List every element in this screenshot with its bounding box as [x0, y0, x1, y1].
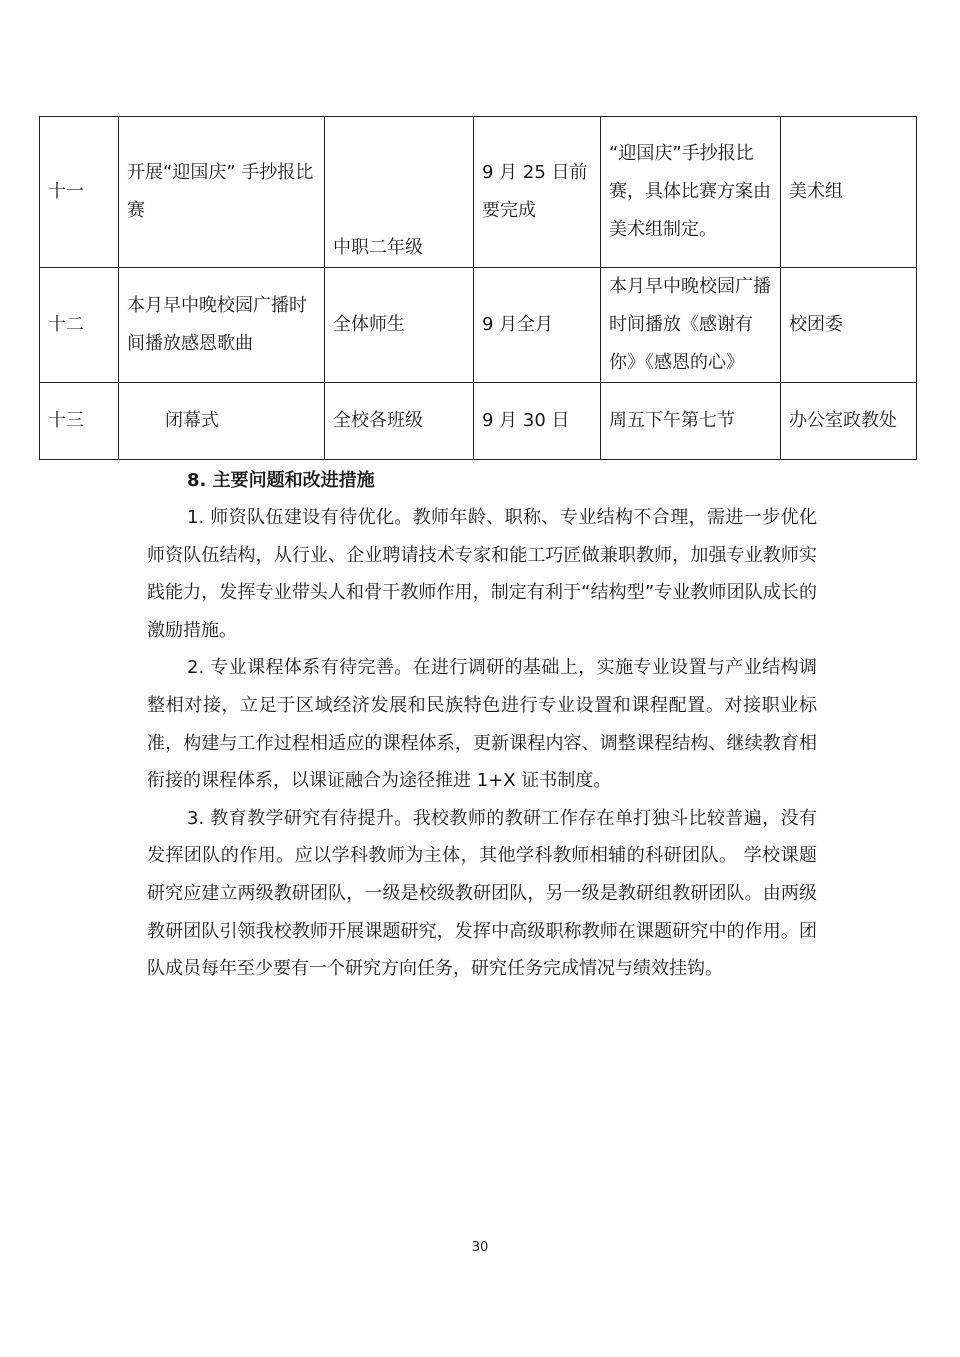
main-content [147, 462, 817, 988]
page-number: 30 [471, 1240, 489, 1255]
activity-target: 全校各班级 [325, 383, 474, 460]
activity-content: 周五下午第七节 [601, 383, 781, 460]
paragraph: 1. 师资队伍建设有待优化。教师年龄、职称、专业结构不合理，需进一步优化师资队伍结构，从行业、企业聘请技术专家和能工巧匠做兼职教师，加强专业教师实践能力，发挥专业带头人和骨干教师作用，制定有利于“结构型”专业教师团队成长的激励措施。 [147, 507, 817, 641]
table-row [40, 117, 917, 268]
activity-content: “迎国庆”手抄报比赛，具体比赛方案由美术组制定。 [601, 117, 781, 268]
row-number: 十三 [40, 383, 119, 460]
activity-item: 开展“迎国庆” 手抄报比赛 [119, 117, 325, 268]
activity-content: 本月早中晚校园广播时间播放《感谢有你》《感恩的心》 [601, 268, 781, 383]
activity-item: 本月早中晚校园广播时间播放感恩歌曲 [119, 268, 325, 383]
activity-time: 9 月 30 日 [474, 383, 601, 460]
table-row [40, 383, 917, 460]
row-number: 十一 [40, 117, 119, 268]
responsible-dept: 校团委 [781, 268, 917, 383]
activity-target: 全体师生 [325, 268, 474, 383]
row-number: 十二 [40, 268, 119, 383]
section-heading: 8. 主要问题和改进措施 [187, 470, 375, 491]
table-row [40, 268, 917, 383]
activity-target: 中职二年级 [325, 117, 474, 268]
activity-time: 9 月 25 日前要完成 [474, 117, 601, 268]
responsible-dept: 办公室政教处 [781, 383, 917, 460]
paragraph: 3. 教育教学研究有待提升。我校教师的教研工作存在单打独斗比较普遍，没有发挥团队的作用。应以学科教师为主体，其他学科教师相辅的科研团队。 学校课题研究应建立两级教研团队，一级是校级教研团队，另一级是教研组教研团队。由两级教研团队引领我校教师开展课题研究，发挥中高级职称教师在课题研究中的作用。团队成员每年至少要有一个研究方向任务，研究任务完成情况与绩效挂钩。 [147, 807, 817, 980]
paragraph: 2. 专业课程体系有待完善。在进行调研的基础上，实施专业设置与产业结构调整相对接，立足于区域经济发展和民族特色进行专业设置和课程配置。对接职业标准，构建与工作过程相适应的课程体系，更新课程内容、调整课程结构、继续教育相衔接的课程体系，以课证融合为途径推进 1+X 证书制度。 [147, 657, 817, 792]
responsible-dept: 美术组 [781, 117, 917, 268]
activity-item: 闭幕式 [119, 383, 325, 460]
activity-time: 9 月全月 [474, 268, 601, 383]
activity-table [39, 116, 917, 460]
